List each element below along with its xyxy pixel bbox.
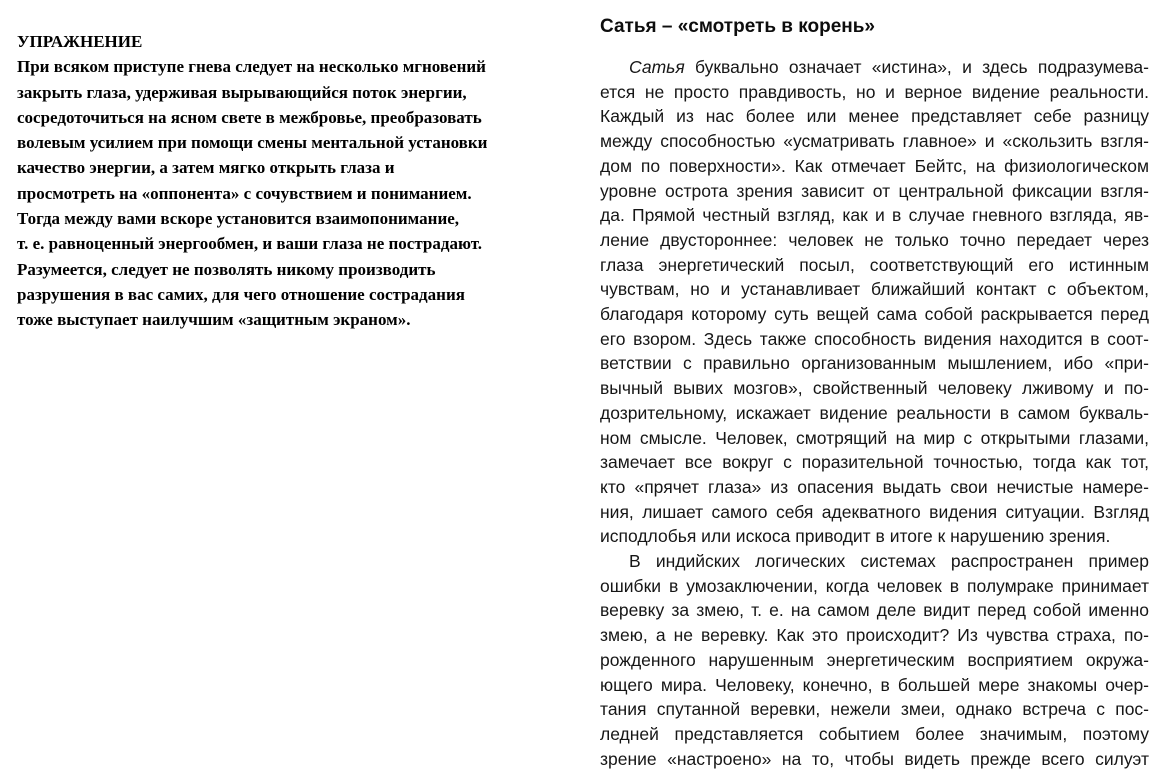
- body-line: ление двустороннее: человек не только точно передает через: [600, 229, 1149, 250]
- body-line: глаза энергетический посыл, соответствующий его истинным: [600, 254, 1149, 275]
- body-line: веревку за змею, т. е. на самом деле видит перед собой именно: [600, 600, 1149, 621]
- body-line: между способностью «усматривать главное» и «скользить взгля-: [600, 131, 1149, 152]
- body-line: уровне острота зрения зависит от центральной фиксации взгля-: [600, 180, 1149, 201]
- exercise-line: качество энергии, а затем мягко открыть глаза и: [17, 158, 395, 178]
- body-line: тания спутанной веревки, нежели змеи, однако встреча с пос-: [600, 699, 1149, 720]
- exercise-line: просмотреть на «оппонента» с сочувствием и пониманием.: [17, 183, 472, 203]
- exercise-line: Разумеется, следует не позволять никому производить: [17, 259, 436, 279]
- body-line: зрение «настроено» на то, чтобы видеть прежде всего силуэт: [600, 748, 1149, 769]
- exercise-line: Тогда между вами вскоре установится взаимопонимание,: [17, 209, 460, 229]
- body-line: его взором. Здесь также способность видения находится в соот-: [600, 328, 1149, 349]
- left-column: [17, 29, 497, 333]
- body-line: замечает все вокруг с поразительной точностью, тогда как тот,: [600, 452, 1149, 473]
- body-line: ледней представляется событием более значимым, поэтому: [600, 723, 1149, 744]
- right-column: [600, 14, 1149, 771]
- body-line: Каждый из нас более или менее представляет себе разницу: [600, 106, 1149, 127]
- body-line: рожденного нарушенным энергетическим восприятием окружа-: [600, 649, 1149, 670]
- body-line: дом по поверхности». Как отмечает Бейтс, на физиологическом: [600, 155, 1149, 176]
- exercise-line: волевым усилием при помощи смены ментальной установки: [17, 133, 488, 153]
- body-line: да. Прямой честный взгляд, как и в случае гневного взгляда, яв-: [600, 205, 1149, 226]
- body-line: Сатья буквально означает «истина», и здесь подразумева-: [629, 57, 1149, 77]
- section-heading: Сатья – «смотреть в корень»: [600, 16, 875, 37]
- body-line: ном смысле. Человек, смотрящий на мир с открытыми глазами,: [600, 427, 1149, 448]
- body-line: В индийских логических системах распространен пример: [629, 551, 1149, 572]
- body-line: ошибки в умозаключении, когда человек в полумраке принимает: [600, 575, 1149, 596]
- body-line: вычный вывих мозгов», свойственный человеку лживому и по-: [600, 378, 1149, 399]
- exercise-line: сосредоточиться на ясном свете в межбровье, преобразовать: [17, 107, 482, 127]
- section-text: [600, 55, 1149, 771]
- exercise-line: При всяком приступе гнева следует на несколько мгновений: [17, 57, 486, 77]
- exercise-line: закрыть глаза, удерживая вырывающийся поток энергии,: [17, 82, 467, 102]
- lead-word-italic: Сатья: [629, 57, 685, 77]
- body-line: ющего мира. Человеку, конечно, в большей мере знакомы очер-: [600, 674, 1149, 695]
- body-line: ния, лишает самого себя адекватного видения ситуации. Взгляд: [600, 501, 1149, 522]
- exercise-line: разрушения в вас самих, для чего отношение сострадания: [17, 284, 465, 304]
- exercise-heading: УПРАЖНЕНИЕ: [17, 32, 143, 51]
- body-line: исподлобья или искоса приводит в итоге к нарушению зрения.: [600, 526, 1111, 547]
- body-line: кто «прячет глаза» из опасения выдать свои нечистые намере-: [600, 476, 1149, 497]
- body-line: дозрительному, искажает видение реальности в самом букваль-: [600, 402, 1149, 423]
- exercise-line: т. е. равноценный энергообмен, и ваши глаза не пострадают.: [17, 234, 483, 254]
- body-line: ется не просто правдивость, но и верное видение реальности.: [600, 81, 1149, 102]
- exercise-text: [17, 54, 497, 332]
- body-line: чувствам, но и устанавливает ближайший контакт с объектом,: [600, 279, 1149, 300]
- body-line: змею, а не веревку. Как это происходит? Из чувства страха, по-: [600, 625, 1149, 646]
- exercise-line: тоже выступает наилучшим «защитным экраном».: [17, 310, 411, 330]
- body-line: благодаря которому суть вещей сама собой раскрывается перед: [600, 304, 1149, 325]
- body-line: ветствии с правильно организованным мышлением, ибо «при-: [600, 353, 1149, 374]
